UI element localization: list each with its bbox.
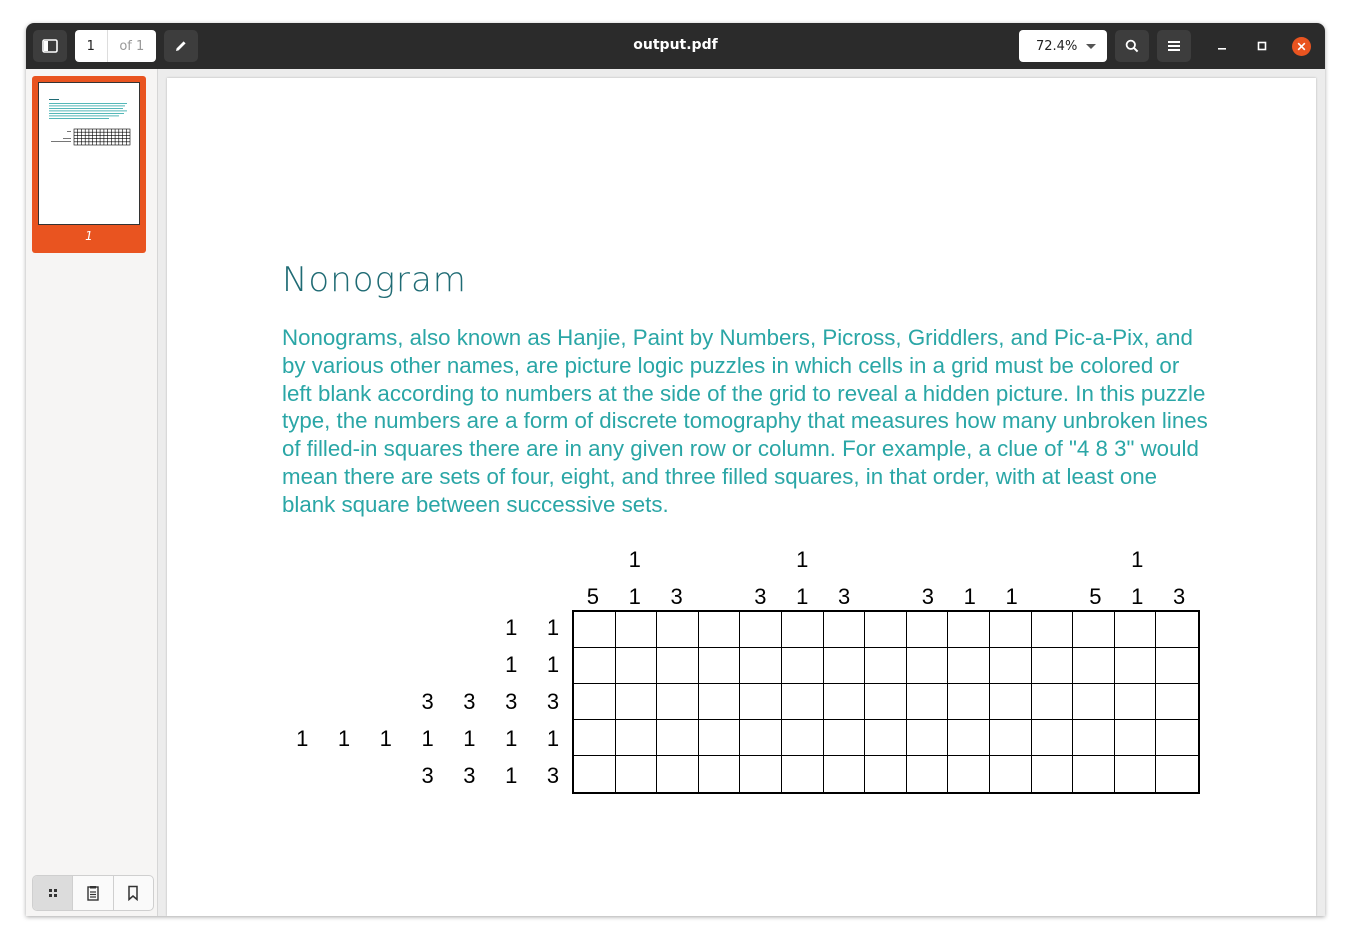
nonogram-grid bbox=[572, 610, 1200, 794]
grid-cell bbox=[740, 756, 782, 792]
grid-cell bbox=[657, 720, 699, 756]
grid-cell bbox=[1032, 648, 1074, 684]
grid-icon bbox=[47, 887, 59, 899]
column-clue: 3 bbox=[921, 584, 934, 609]
column-clue: 1 bbox=[796, 584, 809, 609]
thumbnail-miniature bbox=[39, 83, 139, 224]
grid-cell bbox=[699, 684, 741, 720]
grid-cell bbox=[740, 684, 782, 720]
grid-cell bbox=[948, 720, 990, 756]
column-clue: 1 bbox=[1131, 547, 1144, 572]
thumbnail-page-number: 1 bbox=[85, 229, 93, 243]
grid-cell bbox=[1156, 612, 1198, 648]
row-clue: 3 bbox=[546, 762, 560, 788]
row-clue: 1 bbox=[463, 725, 476, 751]
grid-cell bbox=[1073, 720, 1115, 756]
grid-cell bbox=[1073, 648, 1115, 684]
row-clue: 3 bbox=[421, 762, 434, 788]
grid-cell bbox=[616, 684, 658, 720]
grid-cell bbox=[990, 612, 1032, 648]
page-total-label: of 1 bbox=[108, 30, 156, 62]
thumbnails-tab[interactable] bbox=[33, 876, 73, 910]
maximize-icon bbox=[1257, 41, 1267, 51]
column-clue: 1 bbox=[796, 547, 809, 572]
column-clue: 1 bbox=[628, 584, 641, 609]
grid-cell bbox=[865, 684, 907, 720]
document-title: Nonogram bbox=[282, 260, 467, 300]
grid-cell bbox=[907, 720, 949, 756]
search-icon bbox=[1125, 39, 1139, 53]
grid-cell bbox=[699, 648, 741, 684]
grid-cell bbox=[699, 756, 741, 792]
page-thumbnail-selected[interactable] bbox=[32, 76, 146, 253]
bookmark-icon bbox=[127, 885, 139, 901]
row-clue: 1 bbox=[546, 725, 560, 751]
grid-cell bbox=[1073, 612, 1115, 648]
row-clue: 1 bbox=[546, 652, 560, 678]
grid-cell bbox=[824, 612, 866, 648]
grid-cell bbox=[865, 720, 907, 756]
grid-cell bbox=[1156, 684, 1198, 720]
grid-cell bbox=[990, 648, 1032, 684]
grid-cell bbox=[1073, 684, 1115, 720]
grid-cell bbox=[1156, 756, 1198, 792]
grid-cell bbox=[990, 720, 1032, 756]
grid-cell bbox=[574, 684, 616, 720]
grid-cell bbox=[907, 648, 949, 684]
grid-cell bbox=[1115, 648, 1157, 684]
row-clue: 3 bbox=[421, 689, 434, 714]
grid-cell bbox=[782, 756, 824, 792]
pdf-viewer-window bbox=[26, 23, 1325, 916]
row-clue: 3 bbox=[546, 689, 560, 714]
row-clue: 1 bbox=[337, 725, 351, 751]
grid-cell bbox=[1115, 756, 1157, 792]
grid-cell bbox=[1032, 612, 1074, 648]
grid-cell bbox=[907, 756, 949, 792]
grid-cell bbox=[782, 684, 824, 720]
grid-cell bbox=[616, 720, 658, 756]
pdf-page bbox=[167, 78, 1316, 916]
document-body-text: Nonograms, also known as Hanjie, Paint by Numbers, Picross, Griddlers, and Pic-a-Pix, and by various other names, are picture logic puzzles in which cells in a grid must be colored or left blank according to numbers at the side of the grid to reveal a hidden picture. In this puzzle type, the numbers are a form of discrete tomography that measures how many unbroken lines of filled-in squares there are in any given row or column. For example, a clue of "4 8 3" would mean there are sets of four, eight, and three filled squares, in that order, with at least one blank square between successive sets. bbox=[282, 325, 1208, 517]
grid-cell bbox=[824, 648, 866, 684]
grid-cell bbox=[574, 612, 616, 648]
document-icon bbox=[86, 885, 100, 901]
row-clue: 3 bbox=[463, 762, 476, 788]
grid-cell bbox=[948, 648, 990, 684]
grid-cell bbox=[657, 612, 699, 648]
grid-cell bbox=[824, 720, 866, 756]
row-clue: 1 bbox=[296, 725, 309, 751]
grid-cell bbox=[574, 756, 616, 792]
grid-cell bbox=[865, 756, 907, 792]
grid-cell bbox=[907, 684, 949, 720]
grid-cell bbox=[990, 756, 1032, 792]
column-clue: 1 bbox=[963, 584, 976, 609]
grid-cell bbox=[865, 648, 907, 684]
grid-cell bbox=[616, 612, 658, 648]
minimize-icon bbox=[1217, 41, 1227, 51]
grid-cell bbox=[824, 684, 866, 720]
column-clue: 5 bbox=[586, 584, 600, 609]
close-button[interactable] bbox=[1292, 37, 1311, 56]
column-clue: 3 bbox=[754, 584, 767, 609]
grid-cell bbox=[948, 684, 990, 720]
window-title: output.pdf bbox=[633, 37, 718, 53]
grid-cell bbox=[1156, 648, 1198, 684]
grid-cell bbox=[865, 612, 907, 648]
grid-cell bbox=[740, 648, 782, 684]
column-clue: 3 bbox=[670, 584, 683, 609]
row-clue: 1 bbox=[421, 725, 434, 751]
zoom-value: 72.4% bbox=[1036, 38, 1078, 54]
grid-cell bbox=[1032, 756, 1074, 792]
grid-cell bbox=[907, 612, 949, 648]
outline-tab[interactable] bbox=[73, 876, 113, 910]
document-viewport[interactable] bbox=[158, 69, 1325, 916]
grid-cell bbox=[616, 648, 658, 684]
grid-cell bbox=[699, 720, 741, 756]
row-clue: 1 bbox=[505, 762, 518, 788]
bookmarks-tab[interactable] bbox=[114, 876, 153, 910]
close-icon bbox=[1297, 42, 1306, 51]
chevron-down-icon bbox=[1086, 44, 1096, 49]
grid-cell bbox=[574, 648, 616, 684]
grid-cell bbox=[616, 756, 658, 792]
row-clue: 3 bbox=[505, 689, 518, 714]
grid-cell bbox=[574, 720, 616, 756]
title-bar bbox=[26, 23, 1325, 69]
minimize-button[interactable] bbox=[1212, 36, 1232, 56]
row-clue: 1 bbox=[546, 615, 560, 641]
grid-cell bbox=[1115, 720, 1157, 756]
grid-cell bbox=[740, 612, 782, 648]
column-clue: 1 bbox=[1131, 584, 1144, 609]
grid-cell bbox=[1156, 720, 1198, 756]
grid-cell bbox=[948, 756, 990, 792]
thumbnail-sidebar bbox=[26, 69, 158, 916]
search-button[interactable] bbox=[1115, 30, 1149, 62]
grid-cell bbox=[824, 756, 866, 792]
grid-cell bbox=[740, 720, 782, 756]
column-clue: 5 bbox=[1089, 584, 1102, 609]
row-clue: 1 bbox=[505, 615, 518, 641]
row-clue: 1 bbox=[379, 725, 392, 751]
column-clue: 1 bbox=[1005, 584, 1018, 609]
current-page-input[interactable]: 1 bbox=[75, 30, 108, 62]
grid-cell bbox=[948, 612, 990, 648]
grid-cell bbox=[782, 720, 824, 756]
grid-cell bbox=[699, 612, 741, 648]
grid-cell bbox=[657, 648, 699, 684]
grid-cell bbox=[1032, 720, 1074, 756]
grid-cell bbox=[1115, 684, 1157, 720]
zoom-select[interactable] bbox=[1019, 30, 1107, 62]
row-clue: 3 bbox=[463, 689, 476, 714]
hamburger-menu-icon bbox=[1167, 40, 1181, 52]
grid-cell bbox=[1073, 756, 1115, 792]
row-clue: 1 bbox=[505, 652, 518, 678]
column-clue: 1 bbox=[628, 547, 641, 572]
grid-cell bbox=[657, 684, 699, 720]
sidebar-view-switcher bbox=[32, 875, 154, 911]
grid-cell bbox=[1032, 684, 1074, 720]
column-clue: 3 bbox=[838, 584, 851, 609]
menu-button[interactable] bbox=[1157, 30, 1191, 62]
grid-cell bbox=[782, 612, 824, 648]
page-thumbnail-preview bbox=[38, 82, 140, 225]
grid-cell bbox=[782, 648, 824, 684]
maximize-button[interactable] bbox=[1252, 36, 1272, 56]
grid-cell bbox=[657, 756, 699, 792]
row-clue: 1 bbox=[505, 725, 518, 751]
grid-cell bbox=[1115, 612, 1157, 648]
grid-cell bbox=[990, 684, 1032, 720]
column-clue: 3 bbox=[1172, 584, 1186, 609]
